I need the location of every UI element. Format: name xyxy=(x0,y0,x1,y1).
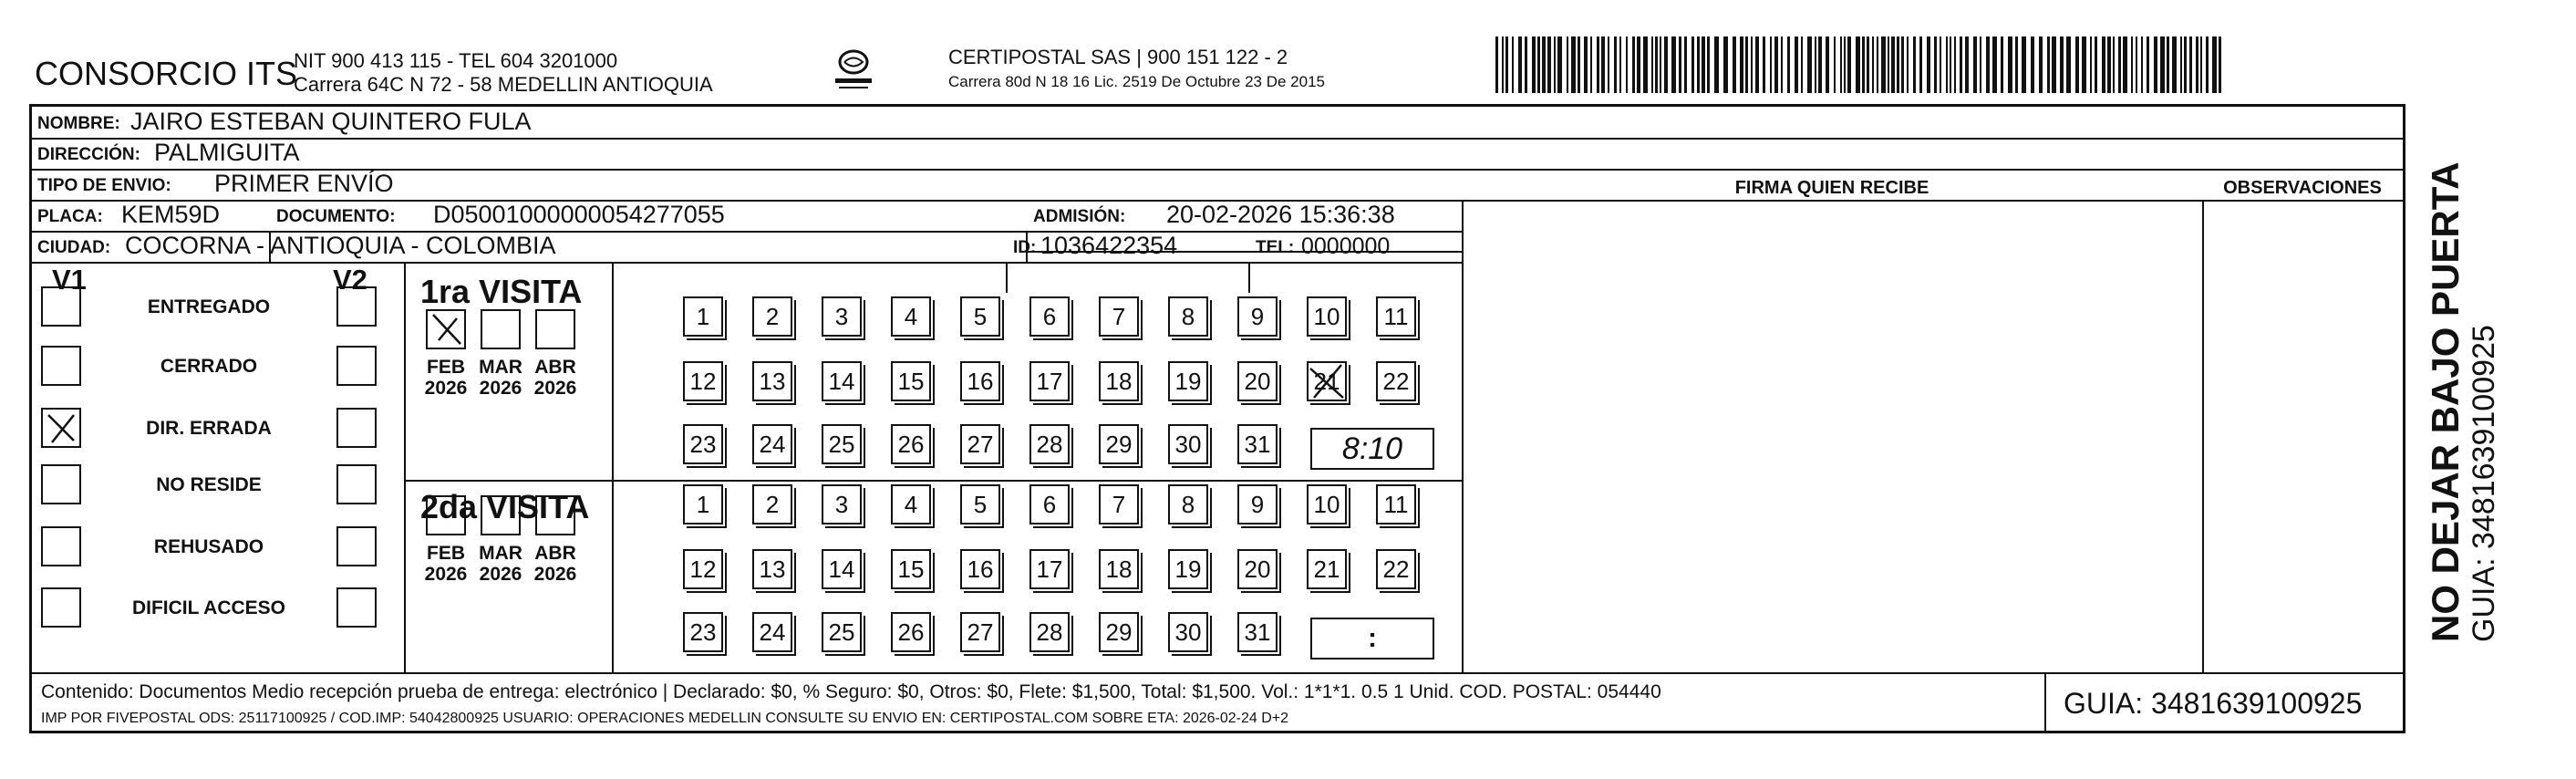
visit1-day-box[interactable]: 22 xyxy=(1376,361,1416,401)
status-label: NO RESIDE xyxy=(156,474,262,495)
visit2-day-box[interactable]: 17 xyxy=(1029,549,1070,589)
visit1-day-box[interactable]: 7 xyxy=(1099,296,1139,337)
visit2-day-box[interactable]: 7 xyxy=(1099,484,1139,525)
footer-content-line: Contenido: Documentos Medio recepción prueba de entrega: electrónico | Declarado: $0, % Seguro: $0, Otros: $0, Flete: $1,500, Total: $1,500. Vol.: 1*1*1. 0.5 1 Unid. COD. POSTAL: 054440 xyxy=(41,681,1661,702)
status-label: REHUSADO xyxy=(153,536,264,557)
visit2-month-checkbox[interactable] xyxy=(426,495,466,535)
visit1-day-number: 21 xyxy=(1313,368,1340,395)
visit2-day-box[interactable]: 29 xyxy=(1099,612,1139,652)
visit1-day-box[interactable]: 2 xyxy=(752,296,792,337)
visit1-month-name: MAR xyxy=(479,357,522,378)
visit2-day-box[interactable]: 16 xyxy=(960,549,1000,589)
tel-label: TEL: xyxy=(1256,238,1295,257)
status-v1-checkbox[interactable] xyxy=(41,464,81,504)
side-guia: GUIA: 3481639100925 xyxy=(2467,325,2501,642)
v1-header: V1 xyxy=(52,264,87,296)
visit2-day-box[interactable]: 13 xyxy=(752,549,792,589)
barcode xyxy=(1495,36,2225,93)
visit1-day-box[interactable]: 10 xyxy=(1307,296,1347,337)
status-v1-checkbox[interactable] xyxy=(41,346,81,386)
visit2-day-box[interactable]: 3 xyxy=(822,484,862,525)
visit1-month-label xyxy=(528,357,583,399)
visit2-day-box[interactable]: 25 xyxy=(822,612,862,652)
visit2-day-box[interactable]: 18 xyxy=(1099,549,1139,589)
firma-header: FIRMA QUIEN RECIBE xyxy=(1734,178,1929,198)
visit1-day-box[interactable]: 27 xyxy=(960,424,1000,464)
direccion-label: DIRECCIÓN: xyxy=(37,145,140,164)
visit2-day-box[interactable]: 4 xyxy=(891,484,931,525)
visit2-day-box[interactable]: 20 xyxy=(1237,549,1278,589)
visit1-day-box[interactable]: 8 xyxy=(1168,296,1208,337)
side-panel xyxy=(2426,161,2502,642)
status-v2-checkbox[interactable] xyxy=(336,408,377,448)
status-v2-checkbox[interactable] xyxy=(336,286,377,327)
visit2-day-box[interactable]: 21 xyxy=(1307,549,1347,589)
certipostal-logo-icon xyxy=(828,44,879,95)
visit1-day-box[interactable]: 16 xyxy=(960,361,1000,401)
visit2-time-box[interactable]: : xyxy=(1310,618,1434,660)
visit1-day-box[interactable]: 18 xyxy=(1099,361,1139,401)
tel-value: 0000000 xyxy=(1301,234,1391,259)
visit2-day-box[interactable]: 5 xyxy=(960,484,1000,525)
visit1-month-checkbox[interactable] xyxy=(535,309,575,349)
visit2-month-label xyxy=(473,543,528,585)
visit1-day-box[interactable]: 5 xyxy=(960,296,1000,337)
visit2-day-box[interactable]: 14 xyxy=(822,549,862,589)
visit1-day-box[interactable]: 9 xyxy=(1237,296,1278,337)
visit1-time-box[interactable]: 8:10 xyxy=(1310,428,1434,470)
visit1-day-box[interactable]: 1 xyxy=(683,296,723,337)
visit1-month-year: 2026 xyxy=(479,378,522,399)
visit1-day-box[interactable]: 13 xyxy=(752,361,792,401)
admision-label: ADMISIÓN: xyxy=(1033,207,1126,226)
ciudad-label: CIUDAD: xyxy=(37,238,111,257)
visit2-day-box[interactable]: 26 xyxy=(891,612,931,652)
status-v1-checkbox[interactable] xyxy=(41,587,81,628)
ciudad-value: COCORNA - ANTIOQUIA - COLOMBIA xyxy=(125,232,556,259)
visit1-day-box[interactable]: 31 xyxy=(1237,424,1278,464)
status-v2-checkbox[interactable] xyxy=(336,526,377,566)
visit2-month-year: 2026 xyxy=(533,564,577,585)
cross-mark-icon xyxy=(1307,361,1347,401)
visit1-day-box[interactable]: 29 xyxy=(1099,424,1139,464)
side-warning: NO DEJAR BAJO PUERTA xyxy=(2424,161,2467,642)
visit1-day-box[interactable]: 14 xyxy=(822,361,862,401)
visit1-day-box[interactable] xyxy=(1307,361,1347,401)
visit2-day-box[interactable]: 6 xyxy=(1029,484,1070,525)
visit2-title: 2da VISITA xyxy=(420,488,590,525)
visit2-month-year: 2026 xyxy=(424,564,468,585)
visit1-title: 1ra VISITA xyxy=(420,273,583,310)
visit2-day-box[interactable]: 11 xyxy=(1376,484,1416,525)
visit2-day-box[interactable]: 10 xyxy=(1307,484,1347,525)
placa-value: KEM59D xyxy=(121,201,221,228)
visit2-day-box[interactable]: 27 xyxy=(960,612,1000,652)
visit2-day-box[interactable]: 12 xyxy=(683,549,723,589)
nombre-label: NOMBRE: xyxy=(37,114,120,133)
documento-value: D05001000000054277055 xyxy=(433,201,725,228)
visit1-month-name: ABR xyxy=(534,357,576,378)
status-v1-checkbox[interactable] xyxy=(41,408,81,448)
visit1-day-box[interactable]: 30 xyxy=(1168,424,1208,464)
visit1-day-box[interactable]: 19 xyxy=(1168,361,1208,401)
visit2-month-label xyxy=(528,543,583,585)
certipostal-address: Carrera 80d N 18 16 Lic. 2519 De Octubre 23 De 2015 xyxy=(948,73,1325,90)
status-v1-checkbox[interactable] xyxy=(41,286,81,327)
visit2-day-box[interactable]: 23 xyxy=(683,612,723,652)
visit1-day-box[interactable]: 6 xyxy=(1029,296,1070,337)
visit1-month-label xyxy=(473,357,528,399)
visit2-month-name: FEB xyxy=(427,543,465,564)
visit1-day-box[interactable]: 3 xyxy=(822,296,862,337)
visit1-day-box[interactable]: 12 xyxy=(683,361,723,401)
visit1-month-year: 2026 xyxy=(533,378,577,399)
guide-form xyxy=(29,104,2405,733)
visit1-day-box[interactable]: 23 xyxy=(683,424,723,464)
status-v2-checkbox[interactable] xyxy=(336,464,377,504)
visit1-day-box[interactable]: 17 xyxy=(1029,361,1070,401)
company-nit: NIT 900 413 115 - TEL 604 3201000 xyxy=(294,49,618,72)
tipo-envio-label: TIPO DE ENVIO: xyxy=(37,176,171,195)
visit2-day-box[interactable]: 19 xyxy=(1168,549,1208,589)
status-label: ENTREGADO xyxy=(147,296,271,317)
visit2-day-box[interactable]: 15 xyxy=(891,549,931,589)
company-address: Carrera 64C N 72 - 58 MEDELLIN ANTIOQUIA xyxy=(294,73,713,96)
visit2-day-box[interactable]: 9 xyxy=(1237,484,1278,525)
visit2-month-year: 2026 xyxy=(479,564,522,585)
visit1-day-box[interactable]: 15 xyxy=(891,361,931,401)
tipo-envio-value: PRIMER ENVÍO xyxy=(214,170,394,197)
visit2-day-box[interactable]: 2 xyxy=(752,484,792,525)
documento-label: DOCUMENTO: xyxy=(276,207,396,226)
visit2-day-box[interactable]: 1 xyxy=(683,484,723,525)
visit1-day-box[interactable]: 20 xyxy=(1237,361,1278,401)
admision-value: 20-02-2026 15:36:38 xyxy=(1166,201,1395,228)
nombre-value: JAIRO ESTEBAN QUINTERO FULA xyxy=(130,108,532,135)
visit2-month-label xyxy=(419,543,473,585)
visit1-day-box[interactable]: 25 xyxy=(822,424,862,464)
visit2-day-box[interactable]: 28 xyxy=(1029,612,1070,652)
visit2-month-name: ABR xyxy=(534,543,576,564)
certipostal-line: CERTIPOSTAL SAS | 900 151 122 - 2 xyxy=(948,46,1288,68)
visit1-day-box[interactable]: 4 xyxy=(891,296,931,337)
visit1-month-label xyxy=(419,357,473,399)
status-label: DIFICIL ACCESO xyxy=(131,597,285,618)
visit1-day-box[interactable]: 11 xyxy=(1376,296,1416,337)
id-label: ID: xyxy=(1013,238,1037,257)
visit2-day-box[interactable]: 22 xyxy=(1376,549,1416,589)
visit2-day-box[interactable]: 8 xyxy=(1168,484,1208,525)
visit1-month-checkbox[interactable] xyxy=(481,309,521,349)
v2-header: V2 xyxy=(333,264,367,296)
footer-guia: GUIA: 3481639100925 xyxy=(2064,687,2363,720)
direccion-value: PALMIGUITA xyxy=(154,139,300,166)
visit1-month-checkbox[interactable] xyxy=(426,309,466,349)
visit1-day-box[interactable]: 28 xyxy=(1029,424,1070,464)
visit2-day-box[interactable]: 30 xyxy=(1168,612,1208,652)
visit1-day-box[interactable]: 26 xyxy=(891,424,931,464)
status-label: DIR. ERRADA xyxy=(146,418,272,439)
visit2-day-box[interactable]: 31 xyxy=(1237,612,1278,652)
status-v1-checkbox[interactable] xyxy=(41,526,81,566)
observaciones-header: OBSERVACIONES xyxy=(2223,178,2382,198)
visit2-month-checkbox[interactable] xyxy=(535,495,575,535)
footer-print-line: IMP POR FIVEPOSTAL ODS: 25117100925 / COD.IMP: 54042800925 USUARIO: OPERACIONES MEDELLIN CONSULTE SU ENVIO EN: CERTIPOSTAL.COM SOBRE ETA: 2026-02-24 D+2 xyxy=(41,711,1289,726)
status-label: CERRADO xyxy=(160,356,258,377)
visit2-month-name: MAR xyxy=(479,543,522,564)
company-name: CONSORCIO ITS xyxy=(35,55,298,92)
status-v2-checkbox[interactable] xyxy=(336,346,377,386)
id-value: 1036422354 xyxy=(1040,232,1178,259)
visit2-day-box[interactable]: 24 xyxy=(752,612,792,652)
placa-label: PLACA: xyxy=(37,207,103,226)
visit1-month-name: FEB xyxy=(427,357,465,378)
status-v2-checkbox[interactable] xyxy=(336,587,377,628)
visit1-day-box[interactable]: 24 xyxy=(752,424,792,464)
visit2-month-checkbox[interactable] xyxy=(481,495,521,535)
visit1-month-year: 2026 xyxy=(424,378,468,399)
